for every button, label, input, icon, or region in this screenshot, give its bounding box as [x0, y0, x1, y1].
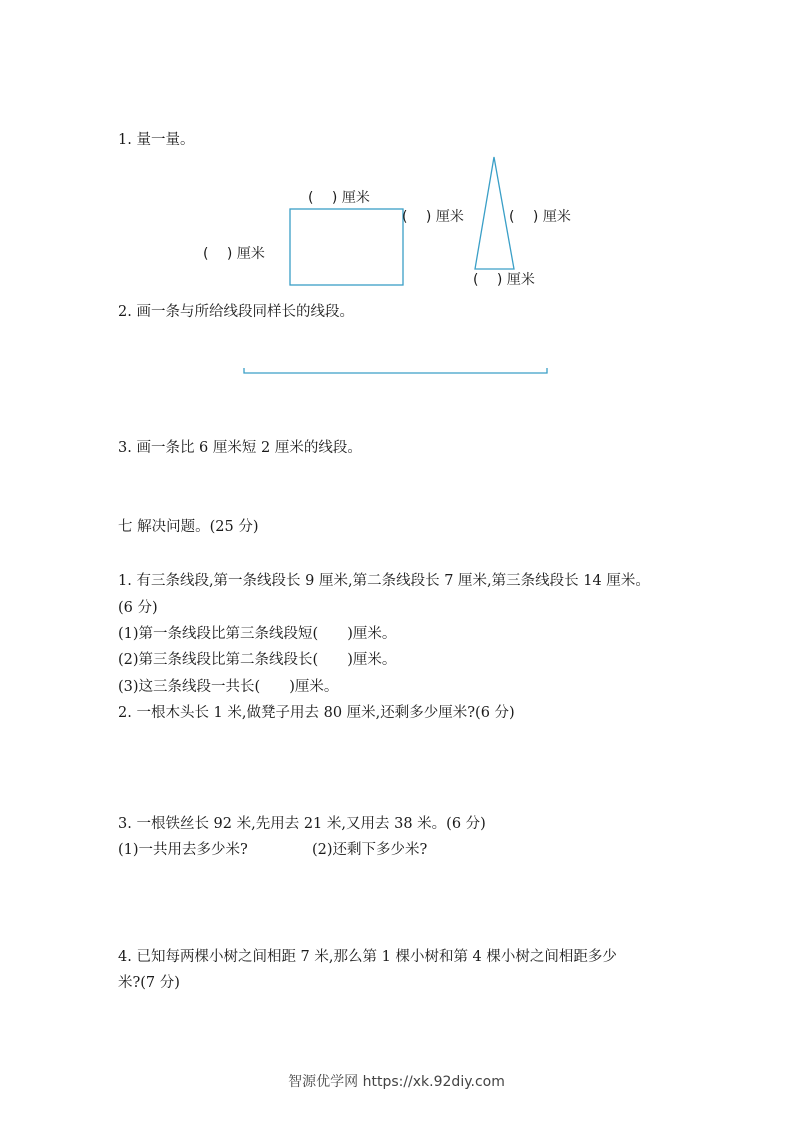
- tri-bottom-blank[interactable]: ( ) 厘米: [473, 272, 535, 288]
- q2-title: 2. 画一条与所给线段同样长的线段。: [118, 304, 354, 320]
- p1-text: 1. 有三条线段,第一条线段长 9 厘米,第二条线段长 7 厘米,第三条线段长 14 厘米。: [118, 573, 650, 589]
- p1-sub2: (2)第三条线段比第二条线段长( )厘米。: [118, 652, 397, 668]
- p3-sub1: (1)一共用去多少米?: [118, 842, 248, 858]
- p4-line1: 4. 已知每两棵小树之间相距 7 米,那么第 1 棵小树和第 4 棵小树之间相距多少: [118, 949, 617, 965]
- p1-sub3: (3)这三条线段一共长( )厘米。: [118, 679, 339, 695]
- rect-right-blank[interactable]: ( ) 厘米: [402, 209, 464, 225]
- section7-title: 七 解决问题。(25 分): [118, 519, 259, 535]
- q1-title: 1. 量一量。: [118, 132, 195, 148]
- measure-figures: [0, 0, 793, 400]
- rect-left-blank[interactable]: ( ) 厘米: [203, 246, 265, 262]
- rect-top-blank[interactable]: ( ) 厘米: [308, 190, 370, 206]
- q3-title: 3. 画一条比 6 厘米短 2 厘米的线段。: [118, 440, 362, 456]
- given-segment: [244, 368, 547, 373]
- p3-sub2: (2)还剩下多少米?: [312, 842, 428, 858]
- tri-right-blank[interactable]: ( ) 厘米: [509, 209, 571, 225]
- p1-score: (6 分): [118, 600, 158, 616]
- p2-text: 2. 一根木头长 1 米,做凳子用去 80 厘米,还剩多少厘米?(6 分): [118, 705, 515, 721]
- p4-line2: 米?(7 分): [118, 975, 180, 991]
- rectangle-shape: [290, 209, 403, 285]
- footer-watermark: 智源优学网 https://xk.92diy.com: [288, 1074, 505, 1090]
- p1-sub1: (1)第一条线段比第三条线段短( )厘米。: [118, 626, 397, 642]
- p3-text: 3. 一根铁丝长 92 米,先用去 21 米,又用去 38 米。(6 分): [118, 816, 486, 832]
